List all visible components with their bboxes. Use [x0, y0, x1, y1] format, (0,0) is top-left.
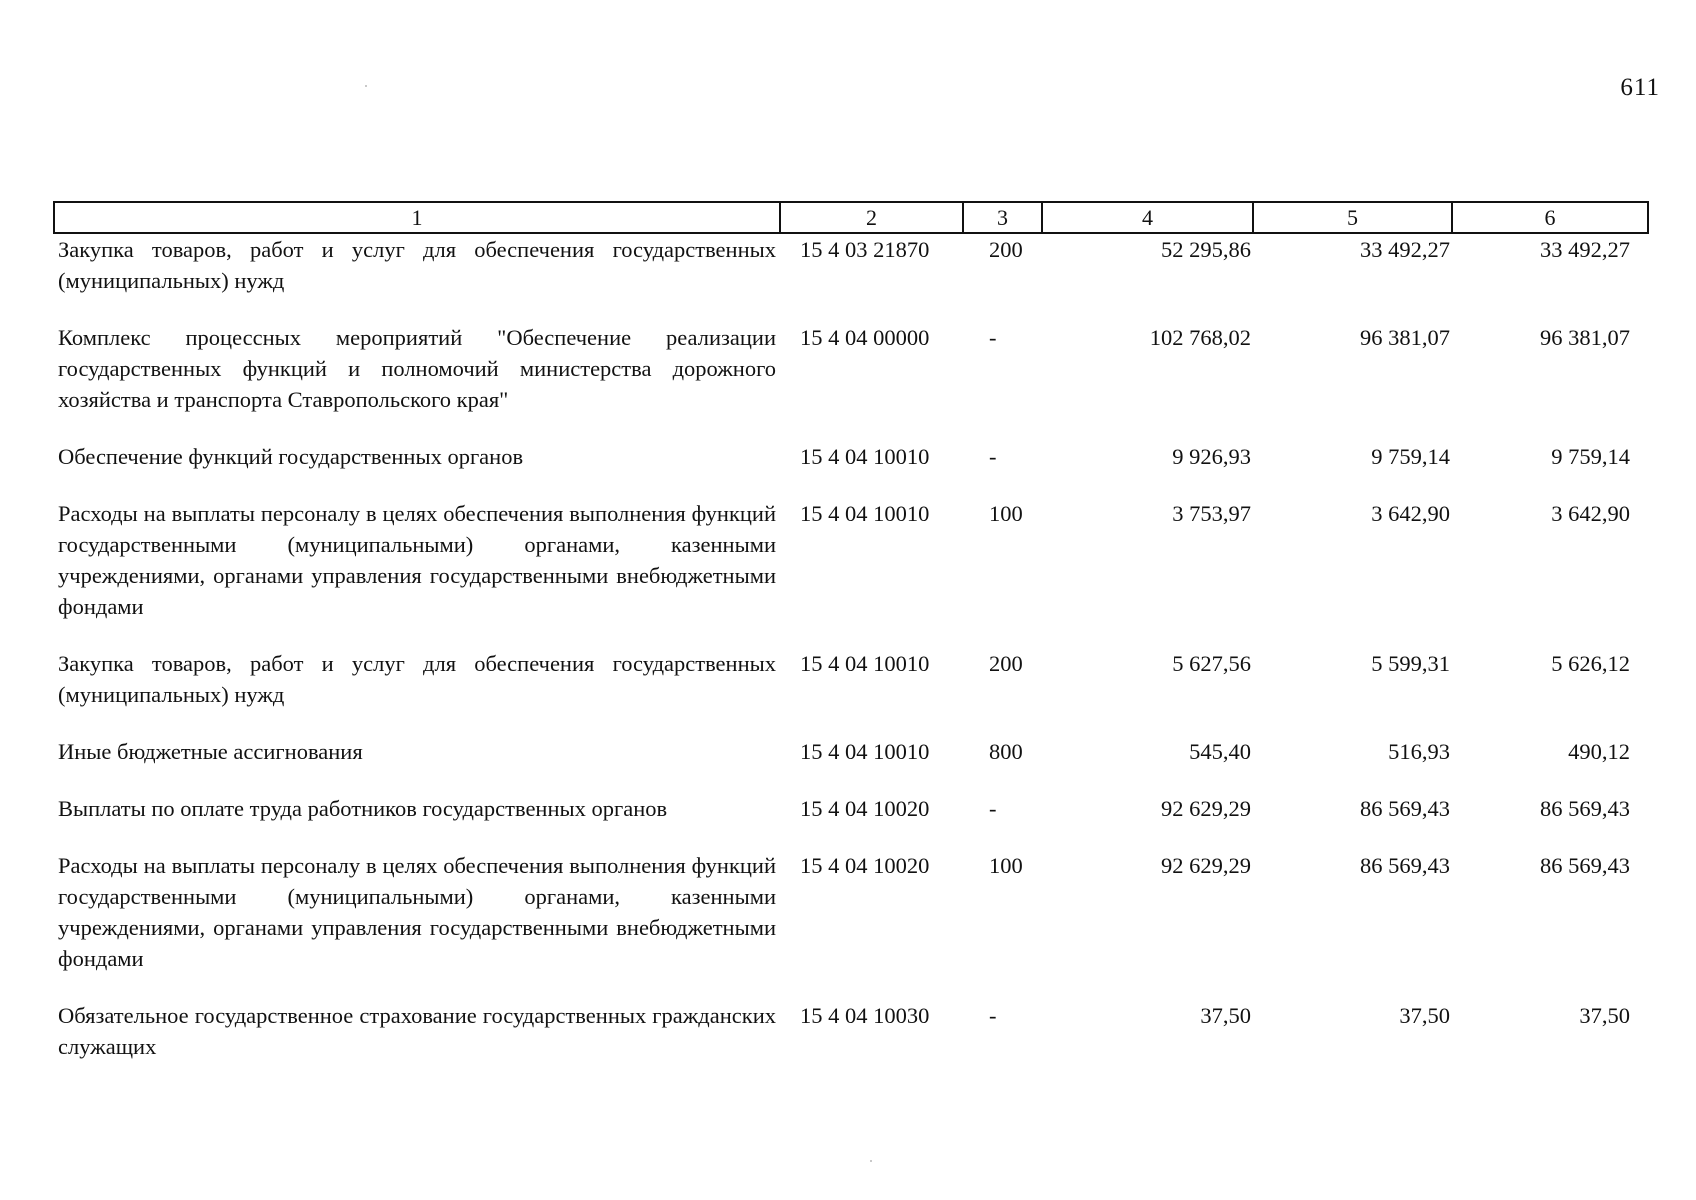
column-header-5: 5	[1253, 202, 1452, 233]
row-amount-year1: 9 926,93	[1172, 444, 1251, 469]
row-code: 15 4 04 10010	[800, 444, 930, 469]
row-code: 15 4 04 10010	[800, 739, 930, 764]
row-code: 15 4 04 10020	[800, 796, 930, 821]
page-number: 611	[1620, 74, 1660, 101]
row-amount-year1: 5 627,56	[1172, 651, 1251, 676]
table-row	[54, 233, 1648, 296]
row-spacer	[54, 767, 1648, 793]
table-row	[54, 498, 1648, 622]
row-amount-year1: 545,40	[1189, 739, 1251, 764]
row-name: Расходы на выплаты персоналу в целях обеспечения выполнения функций государственными (муниципальными) органами, казенными учреждениями, органами управления государственными внебюджетными фондами	[58, 853, 776, 971]
row-spacer	[54, 824, 1648, 850]
row-name: Обеспечение функций государственных органов	[58, 444, 524, 469]
row-expense-type: -	[989, 796, 997, 821]
row-name: Расходы на выплаты персоналу в целях обеспечения выполнения функций государственными (муниципальными) органами, казенными учреждениями, органами управления государственными внебюджетными фондами	[58, 501, 776, 619]
row-amount-year3: 37,50	[1579, 1003, 1630, 1028]
row-amount-year2: 86 569,43	[1360, 853, 1450, 878]
row-amount-year1: 3 753,97	[1172, 501, 1251, 526]
row-amount-year3: 86 569,43	[1540, 853, 1630, 878]
row-amount-year3: 86 569,43	[1540, 796, 1630, 821]
row-code: 15 4 04 10030	[800, 1003, 930, 1028]
row-amount-year2: 86 569,43	[1360, 796, 1450, 821]
scan-speck	[365, 85, 367, 87]
column-header-6: 6	[1452, 202, 1648, 233]
row-spacer	[54, 710, 1648, 736]
table-row	[54, 322, 1648, 415]
row-expense-type: -	[989, 444, 997, 469]
row-amount-year2: 516,93	[1388, 739, 1450, 764]
row-amount-year2: 37,50	[1399, 1003, 1450, 1028]
row-name: Иные бюджетные ассигнования	[58, 739, 363, 764]
row-amount-year1: 92 629,29	[1161, 796, 1251, 821]
table-row	[54, 793, 1648, 824]
row-amount-year2: 3 642,90	[1371, 501, 1450, 526]
row-amount-year1: 37,50	[1200, 1003, 1251, 1028]
row-name: Выплаты по оплате труда работников государственных органов	[58, 796, 668, 821]
column-header-2: 2	[780, 202, 963, 233]
row-amount-year3: 490,12	[1568, 739, 1630, 764]
table-row	[54, 441, 1648, 472]
row-expense-type: 200	[989, 237, 1023, 262]
row-amount-year3: 96 381,07	[1540, 325, 1630, 350]
table-row	[54, 1000, 1648, 1062]
row-code: 15 4 03 21870	[800, 237, 930, 262]
row-amount-year1: 92 629,29	[1161, 853, 1251, 878]
row-expense-type: 100	[989, 501, 1023, 526]
row-name: Комплекс процессных мероприятий "Обеспечение реализации государственных функций и полномочий министерства дорожного хозяйства и транспорта Ставропольского края"	[58, 325, 776, 412]
row-expense-type: 200	[989, 651, 1023, 676]
row-spacer	[54, 622, 1648, 648]
row-code: 15 4 04 10010	[800, 501, 930, 526]
row-expense-type: 100	[989, 853, 1023, 878]
row-expense-type: 800	[989, 739, 1023, 764]
row-amount-year3: 5 626,12	[1551, 651, 1630, 676]
row-amount-year2: 33 492,27	[1360, 237, 1450, 262]
row-spacer	[54, 472, 1648, 498]
scan-speck	[870, 1160, 872, 1162]
row-amount-year3: 33 492,27	[1540, 237, 1630, 262]
row-expense-type: -	[989, 325, 997, 350]
row-amount-year2: 5 599,31	[1371, 651, 1450, 676]
table-row	[54, 736, 1648, 767]
table-row	[54, 648, 1648, 710]
row-code: 15 4 04 00000	[800, 325, 930, 350]
row-code: 15 4 04 10010	[800, 651, 930, 676]
table-body	[54, 233, 1648, 1062]
row-name: Закупка товаров, работ и услуг для обеспечения государственных (муниципальных) нужд	[58, 237, 776, 293]
row-spacer	[54, 296, 1648, 322]
column-header-4: 4	[1042, 202, 1253, 233]
column-numbers-row	[54, 202, 1648, 233]
table-row	[54, 850, 1648, 974]
row-name: Обязательное государственное страхование государственных гражданских служащих	[58, 1003, 776, 1059]
row-code: 15 4 04 10020	[800, 853, 930, 878]
row-spacer	[54, 415, 1648, 441]
column-header-3: 3	[963, 202, 1042, 233]
row-amount-year1: 102 768,02	[1149, 325, 1251, 350]
row-amount-year1: 52 295,86	[1161, 237, 1251, 262]
row-spacer	[54, 974, 1648, 1000]
column-header-1: 1	[54, 202, 780, 233]
budget-table	[53, 201, 1649, 1062]
row-expense-type: -	[989, 1003, 997, 1028]
row-amount-year3: 9 759,14	[1551, 444, 1630, 469]
row-amount-year2: 9 759,14	[1371, 444, 1450, 469]
row-name: Закупка товаров, работ и услуг для обеспечения государственных (муниципальных) нужд	[58, 651, 776, 707]
row-amount-year3: 3 642,90	[1551, 501, 1630, 526]
table-header	[54, 202, 1648, 233]
row-amount-year2: 96 381,07	[1360, 325, 1450, 350]
